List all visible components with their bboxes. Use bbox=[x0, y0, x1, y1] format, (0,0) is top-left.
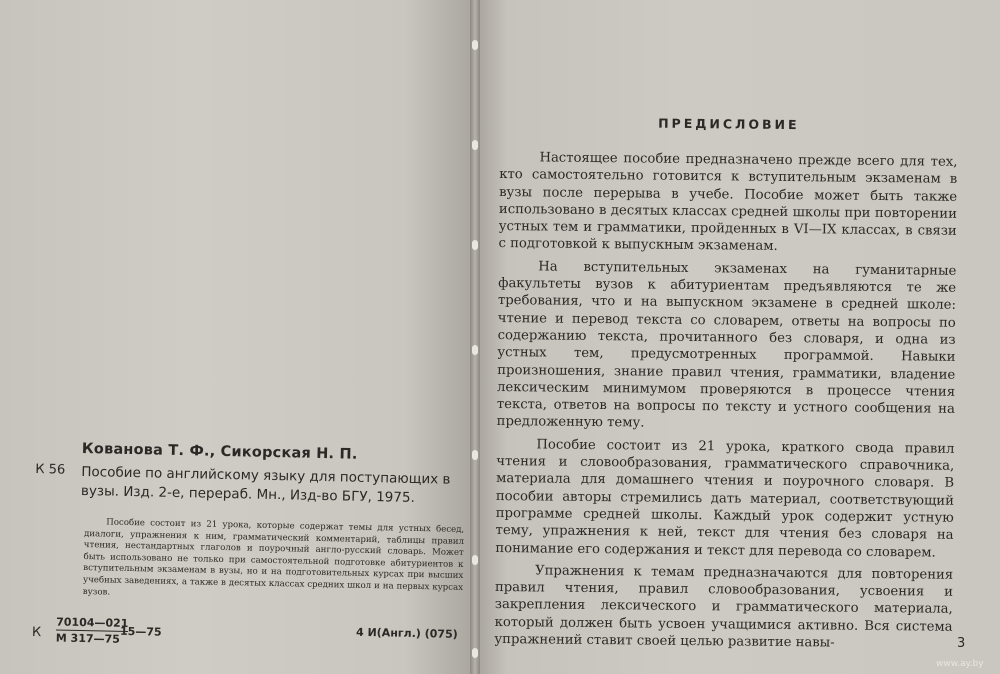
book-description: Пособие по английскому языку для поступающих в вузы. Изд. 2-е, перераб. Мн., Изд-во БГУ, 1975. bbox=[80, 463, 451, 506]
preface-paragraph: На вступительных экзаменах на гуманитарные факультеты вузов к абитуриентам предъявляются те же требования, что и на выпускном экзамене в средней школе: чтение и перевод текста со словарем, ответы на вопросы по содержанию текста, прочитанного без словаря, и одна из устных тем, предусмотренных программой. Навыки произношения, знание правил чтения, грамматики, владение лексическим минимумом проверяются в процессе чтения текста, ответов на вопросы по тексту и устного сообщения на предложенную тему. bbox=[496, 259, 957, 431]
preface bbox=[494, 108, 958, 658]
index-after: 15—75 bbox=[119, 624, 162, 639]
preface-paragraph: Упражнения к темам предназначаются для повторения правил чтения, правил словообразования, усвоения и закрепления лексического и грамматического материала, который должен быть усвоен учащимися активно. Вся система упражнений ставит своей целью развитие навы- bbox=[494, 563, 954, 651]
preface-heading: ПРЕДИСЛОВИЕ bbox=[658, 115, 800, 133]
record-body bbox=[35, 462, 466, 509]
annotation: Пособие состоит из 21 урока, которые содержат темы для устных бесед, диалоги, упражнения к ним, грамматический комментарий, таблицы правил чтения, нестандартных глаголов и поурочный англо-русский словарь. Может быть использовано не только при самостоятельной подготовке абитуриентов к вступительным экзаменам в вузы, но и на подготовительных курсах при высших учебных заведениях, а также в десятых классах средних школ и на первых курсах вузов. bbox=[82, 517, 465, 598]
binding-stitch bbox=[472, 40, 478, 50]
classification-sign: 4 И(Англ.) (075) bbox=[355, 625, 458, 642]
preface-paragraph: Пособие состоит из 21 урока, краткого свода правил чтения и словообразования, грамматического справочника, материала для домашнего чтения и поурочного словаря. В пособии авторы стремились дать материал, соответствующий программе средней школы. Каждый урок содержит устную тему, упражнения к ней, текст для чтения без словаря на понимание его содержания и текст для перевода со словарем. bbox=[495, 437, 955, 561]
page-number: 3 bbox=[957, 636, 966, 651]
authors: Кованова Т. Ф., Сикорская Н. П. bbox=[81, 440, 358, 463]
binding-stitch bbox=[472, 240, 478, 250]
watermark: www.ay.by bbox=[936, 659, 984, 669]
udk-code: К 56 bbox=[35, 461, 66, 478]
index-top: 70104—021 bbox=[56, 615, 129, 631]
binding-stitch bbox=[472, 450, 478, 460]
book-gutter bbox=[470, 0, 480, 674]
binding-stitch bbox=[472, 140, 478, 150]
binding-stitch bbox=[472, 555, 478, 565]
index-bottom: М 317—75 bbox=[55, 631, 121, 646]
bibliographic-record bbox=[32, 440, 466, 658]
preface-paragraph: Настоящее пособие предназначено прежде всего для тех, кто самостоятельно готовится к вступительным экзаменам в вузы после перерыва в учебе. Пособие может быть также использовано в десятых классах средней школы при повторении устных тем и грамматики, пройденных в VI—IX классах, в связи с подготовкой к выпускным экзаменам. bbox=[498, 150, 958, 255]
binding-stitch bbox=[472, 345, 478, 355]
binding-stitch bbox=[472, 648, 478, 658]
index-letter: К bbox=[31, 625, 42, 641]
